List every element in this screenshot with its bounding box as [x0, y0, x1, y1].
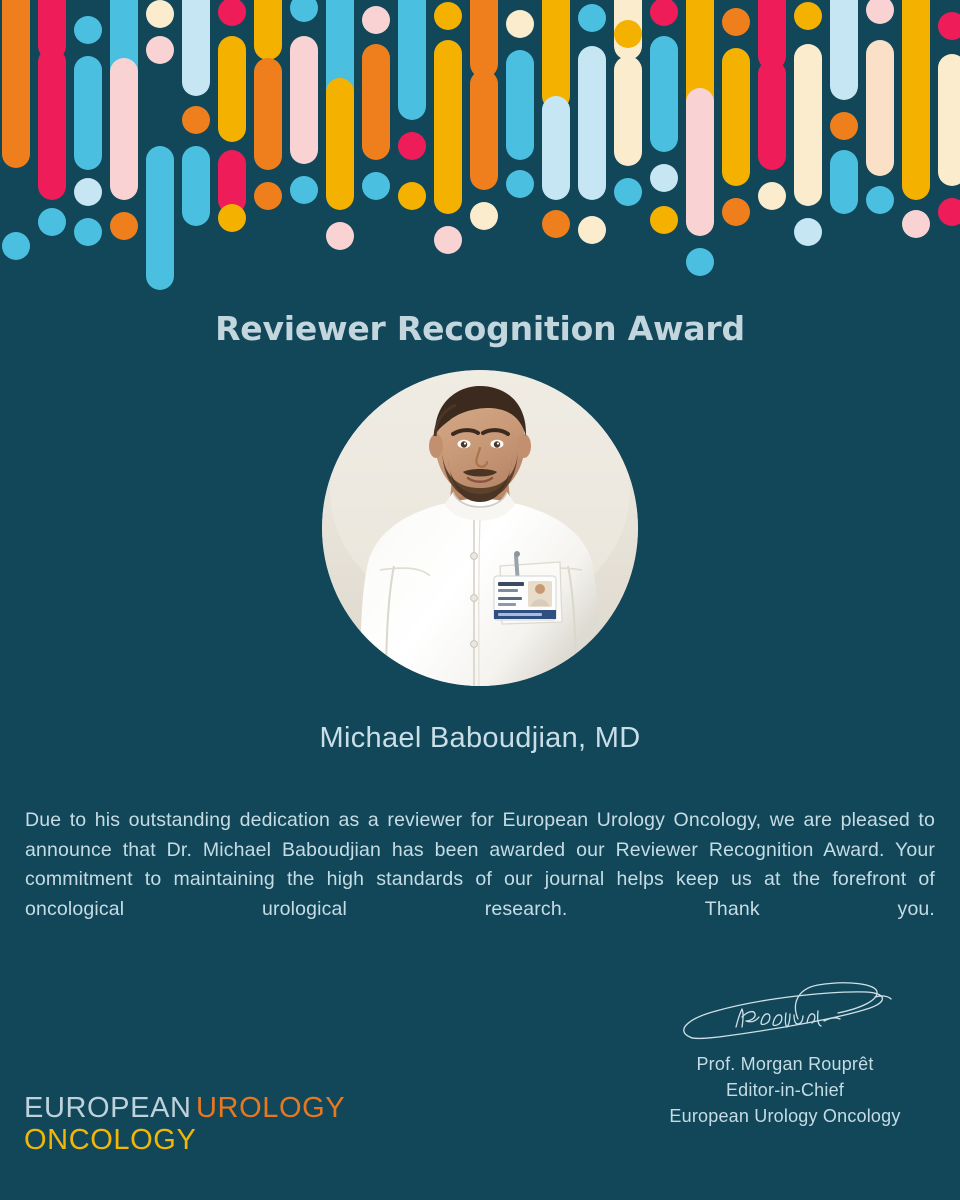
- logo-row-two: [24, 1124, 345, 1156]
- avatar: [322, 370, 638, 686]
- signatory-role: Editor-in-Chief: [725, 1080, 845, 1100]
- awardee-name: Michael Baboudjian, MD: [319, 722, 641, 754]
- logo-row-one: [24, 1092, 345, 1124]
- logo-word-oncology: ONCOLOGY: [24, 1124, 197, 1157]
- signatory-organization: European Urology Oncology: [669, 1106, 901, 1126]
- signatory-name: Prof. Morgan Rouprêt: [696, 1054, 874, 1074]
- logo-word-urology: UROLOGY: [196, 1092, 346, 1124]
- logo-word-european: EUROPEAN: [24, 1092, 192, 1124]
- decorative-capsule-pattern: [0, 0, 960, 300]
- signature-icon: [670, 975, 900, 1045]
- signature-block: [620, 975, 950, 1129]
- award-body-text: Due to his outstanding dedication as a reviewer for European Urology Oncology, we are pleased to announce that Dr. Michael Baboudjian has been awarded our Reviewer Recognition Award. Your commitment to maintaining the high standards of our journal helps keep us at the forefront of oncological urological research. Thank you.: [25, 809, 935, 920]
- page-title: Reviewer Recognition Award: [215, 309, 745, 348]
- brand-logo: [24, 1092, 345, 1157]
